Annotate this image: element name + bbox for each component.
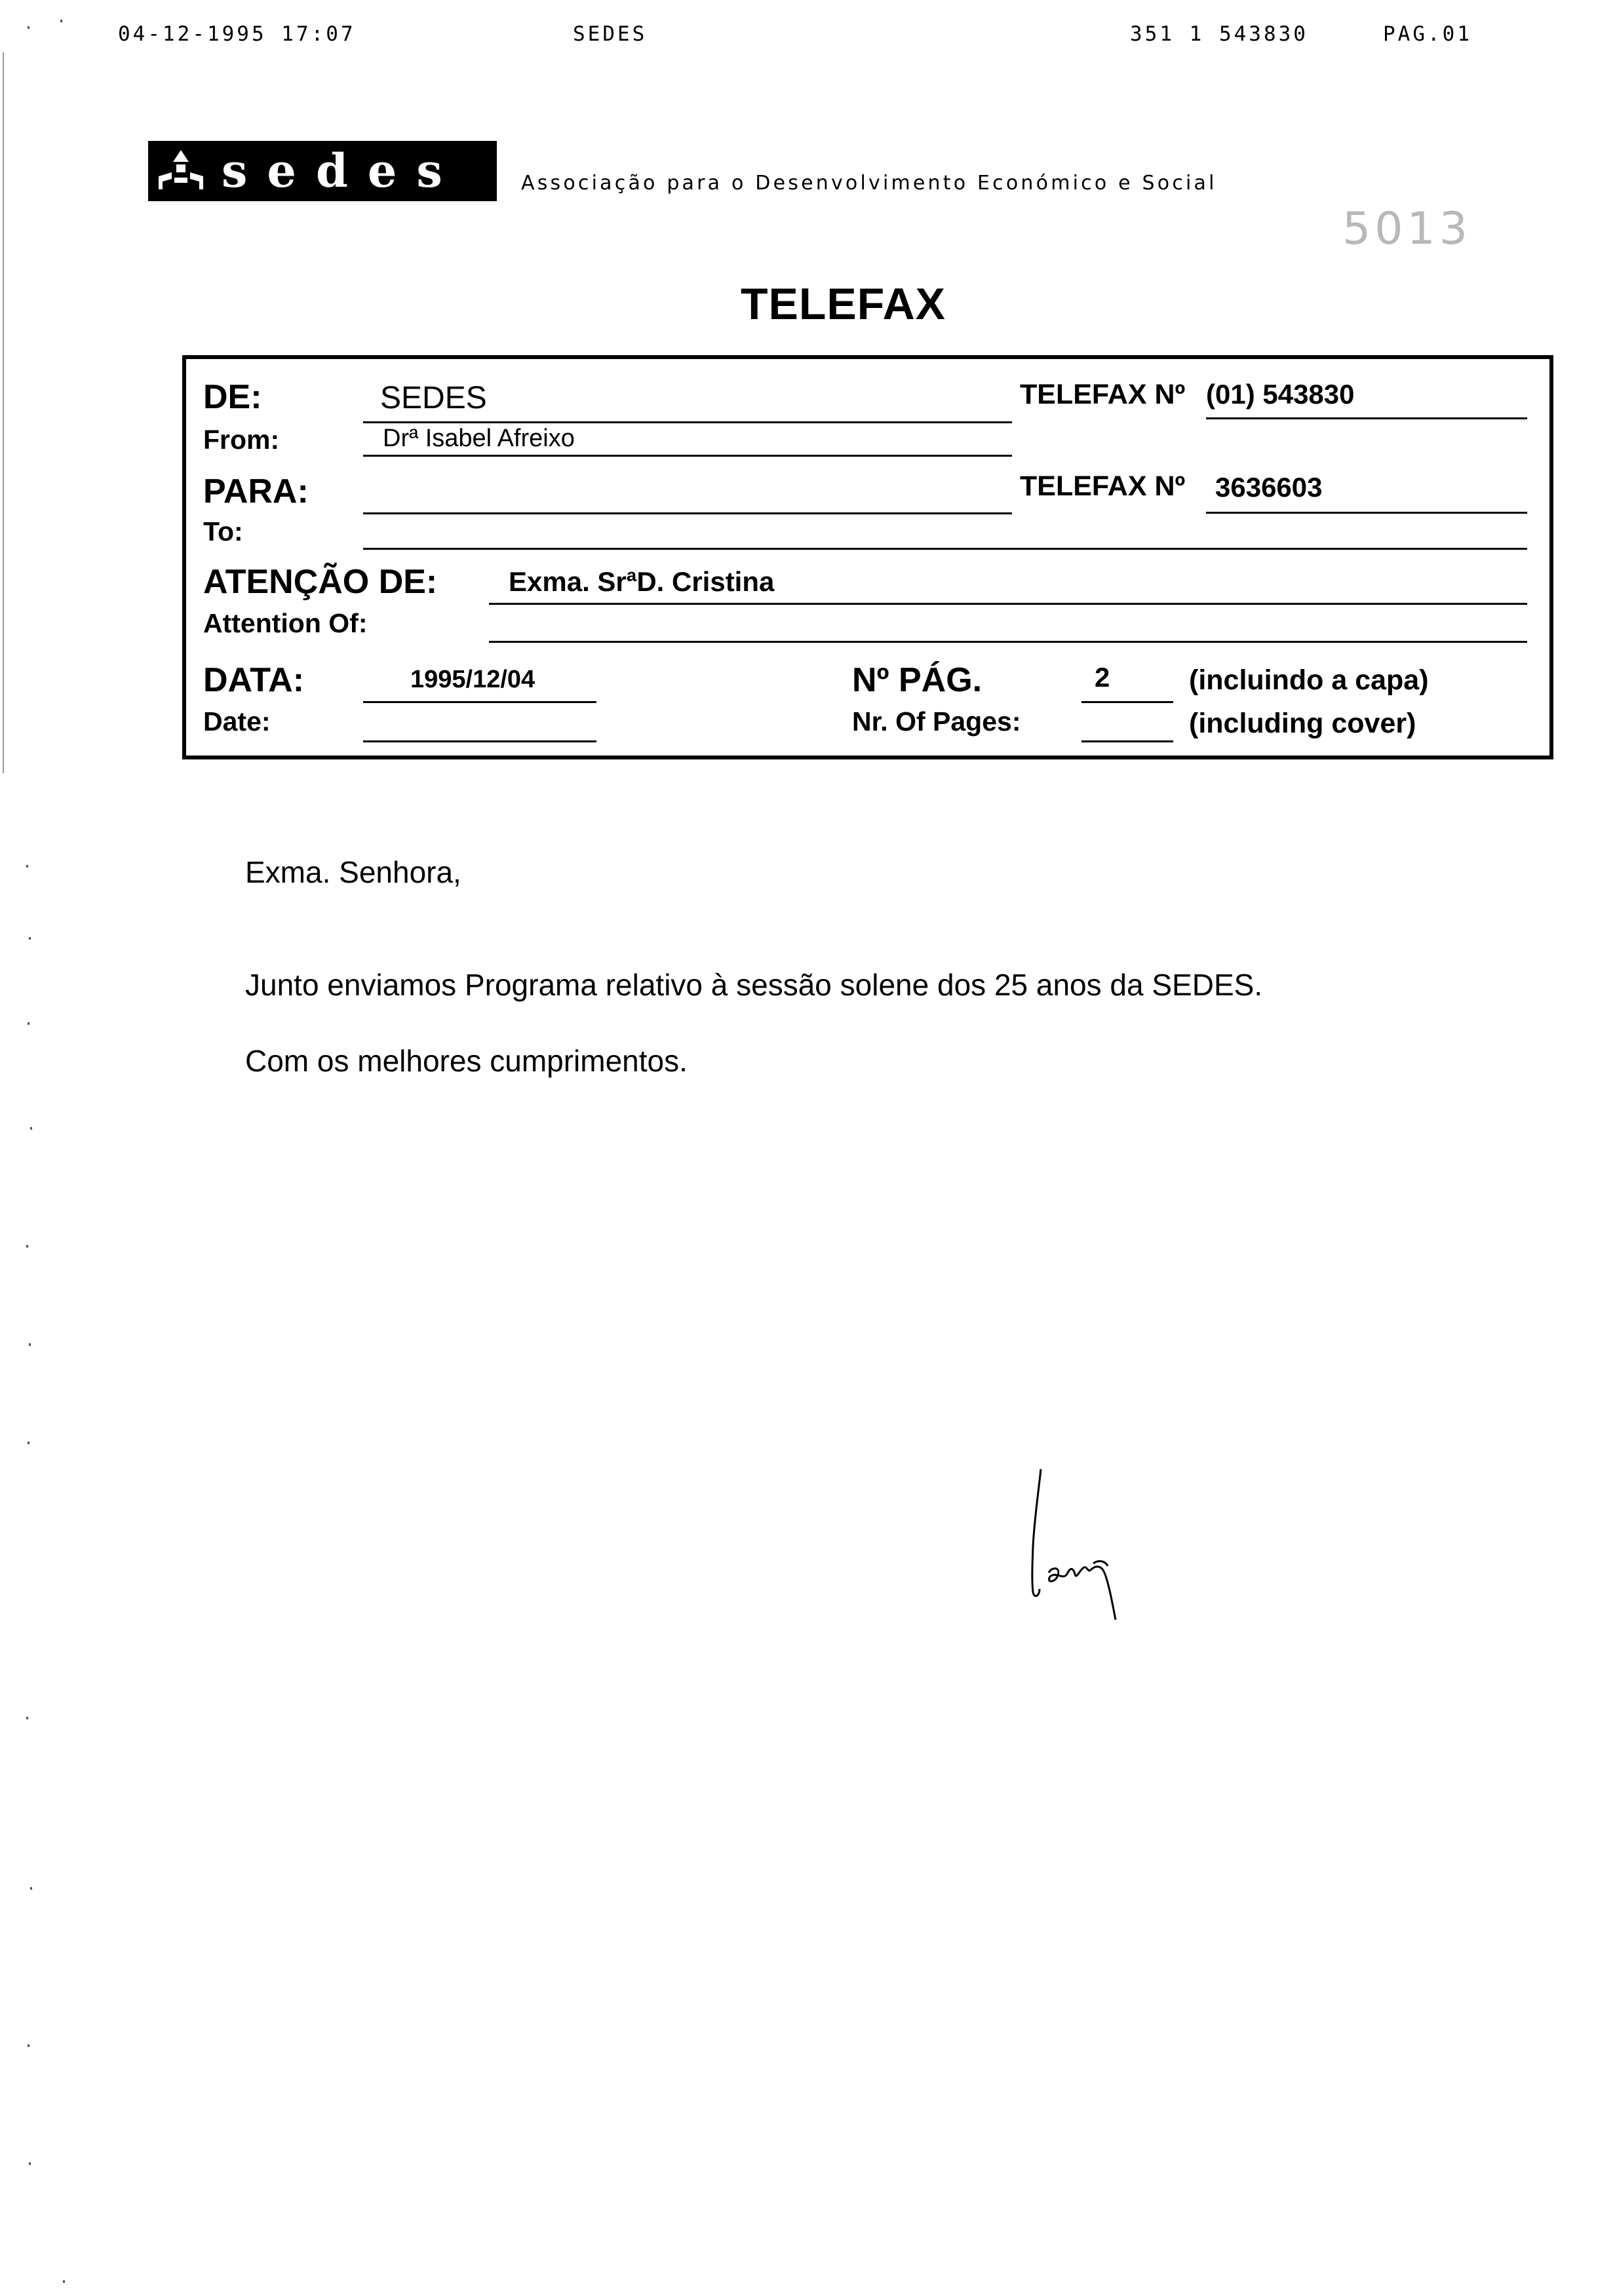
including-cover-pt: (incluindo a capa)	[1189, 664, 1429, 696]
telefax-value-from: (01) 543830	[1206, 379, 1355, 410]
including-cover-en: (including cover)	[1189, 708, 1416, 739]
logo-wordmark: sedes	[222, 144, 462, 198]
attention-label: Attention Of:	[203, 608, 368, 638]
npag-value: 2	[1095, 662, 1110, 693]
telefax-form	[182, 355, 1553, 759]
to-label: To:	[203, 516, 243, 546]
npag-label: Nº PÁG.	[852, 661, 983, 699]
body-paragraph: Junto enviamos Programa relativo à sessão solene dos 25 anos da SEDES.	[245, 968, 1263, 1002]
atencao-label: ATENÇÃO DE:	[203, 563, 438, 601]
de-value: SEDES	[380, 381, 487, 415]
salutation: Exma. Senhora,	[245, 855, 461, 889]
fax-number: 351 1 543830	[1130, 22, 1308, 46]
atencao-value: Exma. SrªD. Cristina	[509, 566, 775, 597]
received-stamp: 5013	[1342, 203, 1472, 255]
telefax-value-to: 3636603	[1215, 472, 1323, 503]
para-label: PARA:	[203, 472, 309, 510]
telefax-label-from: TELEFAX Nº	[1020, 379, 1186, 410]
data-value: 1995/12/04	[410, 666, 535, 693]
nrpages-label: Nr. Of Pages:	[852, 706, 1021, 737]
date-label: Date:	[203, 706, 271, 737]
fax-sender: SEDES	[573, 22, 648, 46]
logo-tagline: Associação para o Desenvolvimento Económico e Social	[521, 172, 1217, 195]
closing: Com os melhores cumprimentos.	[245, 1044, 688, 1078]
de-label: DE:	[203, 378, 262, 416]
data-label: DATA:	[203, 661, 305, 699]
telefax-label-to: TELEFAX Nº	[1020, 470, 1186, 502]
from-label: From:	[203, 425, 280, 455]
fax-page-number: PAG.01	[1383, 22, 1472, 46]
sedes-logo-icon	[155, 147, 207, 195]
handwritten-signature	[1020, 1468, 1138, 1625]
fax-datetime: 04-12-1995 17:07	[118, 22, 356, 46]
document-title: TELEFAX	[741, 279, 946, 329]
sedes-logo	[148, 141, 497, 201]
from-value: Drª Isabel Afreixo	[383, 425, 575, 452]
